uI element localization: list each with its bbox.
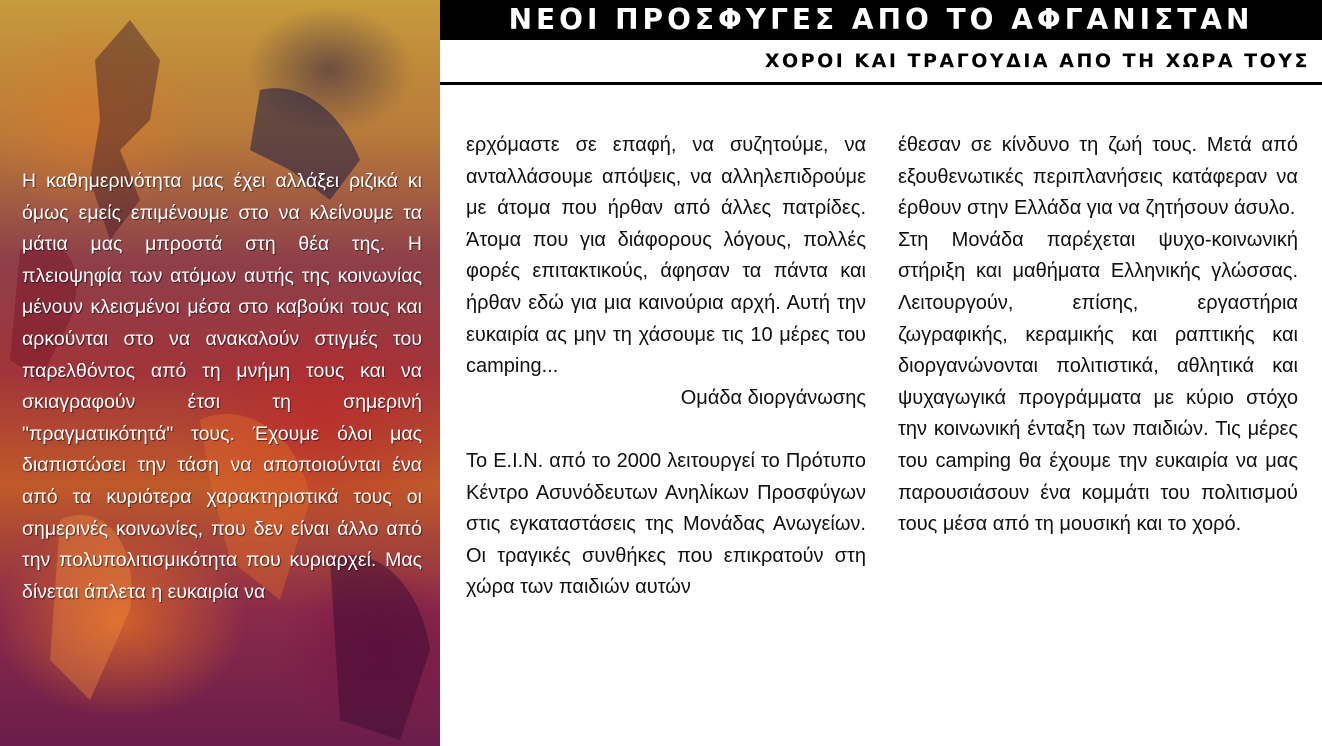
right-paragraph-1: έθεσαν σε κίνδυνο τη ζωή τους. Μετά από εξουθενωτικές περιπλανήσεις κατάφεραν να έρθουν στην Ελλάδα για να ζητήσουν άσυλο. bbox=[898, 134, 1298, 220]
paragraph-spacer bbox=[466, 414, 866, 446]
middle-column bbox=[466, 130, 866, 604]
festival-artwork bbox=[0, 0, 440, 746]
middle-paragraph-1: ερχόμαστε σε επαφή, να συζητούμε, να ανταλλάσουμε απόψεις, να αλληλεπιδρούμε με άτομα που ήρθαν από άλλες πατρίδες. Άτομα που για διάφορους λόγους, πολλές φορές επιτακτικούς, άφησαν τα πάντα και ήρθαν εδώ για μια καινούρια αρχή. Αυτή την ευκαιρία ας μην τη χάσουμε τις 10 μέρες του camping... bbox=[466, 134, 866, 378]
intro-text: Η καθημερινότητα μας έχει αλλάξει ριζικά κι όμως εμείς επιμένουμε στο να κλείνουμε τα μάτια μας μπροστά στη θέα της. Η πλειοψηφία των ατόμων αυτής της κοινωνίας μένουν κλεισμένοι μέσα στο καβούκι τους και αρκούνται στο να ανακαλούν στιγμές του παρελθόντος από τη μνήμη τους και να σκιαγραφούν έτσι τη σημερινή "πραγματικότητά" τους. Έχουμε όλοι μας διαπιστώσει την τάση να αποποιούνται ένα από τα κυριότερα χαρακτηριστικά τους οι σημερινές κοινωνίες, που δεν είναι άλλο από την πολυπολιτισμικότητα που κυριαρχεί. Μας δίνεται άπλετα η ευκαιρία να bbox=[22, 170, 422, 603]
page-title: ΝΕΟΙ ΠΡΟΣΦΥΓΕΣ ΑΠΟ ΤΟ ΑΦΓΑΝΙΣΤΑΝ bbox=[440, 0, 1322, 40]
right-column bbox=[898, 130, 1298, 541]
header-divider bbox=[440, 82, 1322, 85]
page-subtitle: ΧΟΡΟΙ ΚΑΙ ΤΡΑΓΟΥΔΙΑ ΑΠΟ ΤΗ ΧΩΡΑ ΤΟΥΣ bbox=[764, 50, 1310, 72]
right-paragraph-2: Στη Μονάδα παρέχεται ψυχο-κοινωνική στήριξη και μαθήματα Ελληνικής γλώσσας. Λειτουργούν, επίσης, εργαστήρια ζωγραφικής, κεραμικής και ραπτικής και διοργανώνονται πολιτιστικά, αθλητικά και ψυχαγωγικά προγράμματα με κύριο στόχο την κοινωνική ένταξη των παιδιών. Τις μέρες του camping θα έχουμε την ευκαιρία να μας παρουσιάσουν ένα κομμάτι του πολιτισμού τους μέσα από τη μουσική και το χορό. bbox=[898, 228, 1298, 536]
organizers-signature: Ομάδα διοργάνωσης bbox=[680, 386, 866, 409]
middle-paragraph-2: Το Ε.Ι.Ν. από το 2000 λειτουργεί το Πρότυπο Κέντρο Ασυνόδευτων Ανηλίκων Προσφύγων στις εγκαταστάσεις της Μονάδας Ανωγείων. Οι τραγικές συνθήκες που επικρατούν στη χώρα των παιδιών αυτών bbox=[466, 449, 866, 599]
